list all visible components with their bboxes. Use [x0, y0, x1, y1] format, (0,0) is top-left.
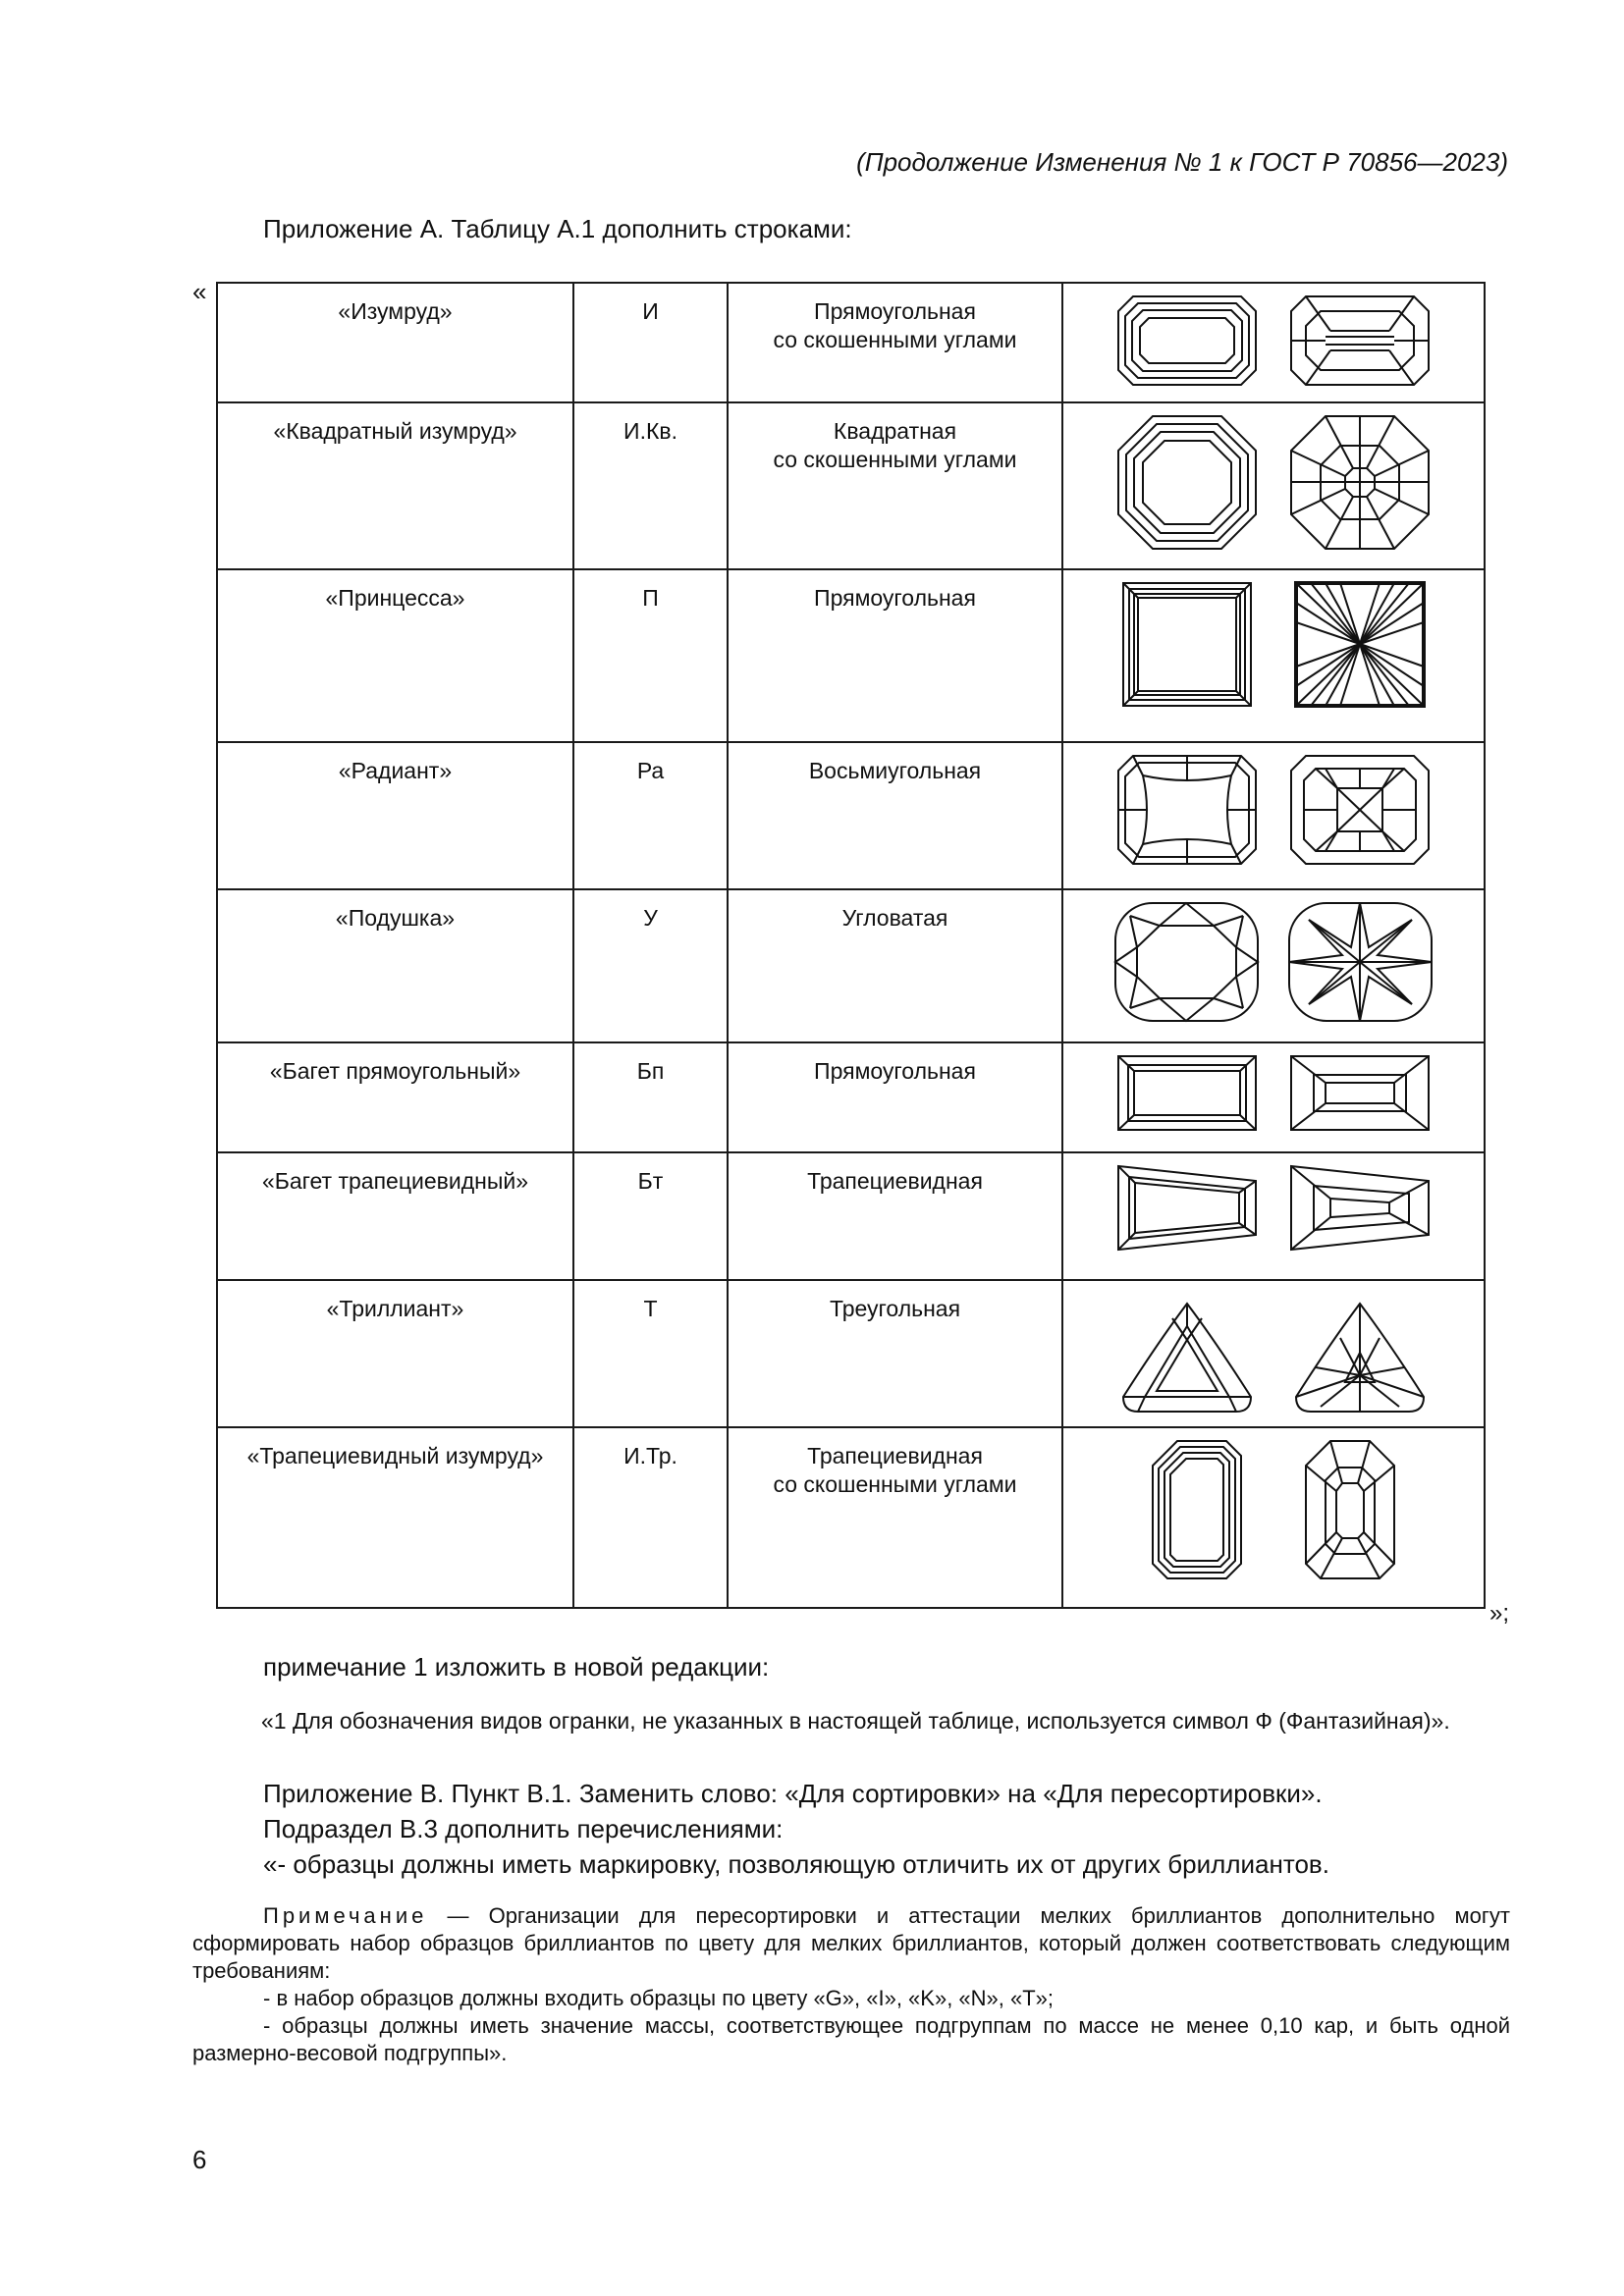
cut-images	[1062, 569, 1485, 742]
cut-code: Ра	[573, 742, 728, 889]
cut-shape	[728, 1152, 1062, 1280]
radiant-bottom-icon	[1286, 751, 1434, 869]
shape-line2: со скошенными углами	[773, 327, 1017, 352]
appendix-a-intro: Приложение А. Таблицу А.1 дополнить строками:	[263, 214, 852, 243]
cut-code: Бт	[573, 1152, 728, 1280]
emerald-top-icon	[1113, 292, 1261, 390]
quote-close: »;	[1489, 1600, 1510, 1627]
shape-line1: Трапециевидная	[807, 1168, 983, 1194]
cut-images	[1062, 889, 1485, 1042]
cut-shape	[728, 1427, 1062, 1608]
cut-images	[1062, 1152, 1485, 1280]
cut-images	[1062, 1042, 1485, 1152]
shape-line1: Треугольная	[829, 1296, 961, 1321]
trilliant-top-icon	[1113, 1299, 1261, 1416]
cut-name: «Квадратный изумруд»	[217, 402, 573, 569]
trilliant-bottom-icon	[1286, 1299, 1434, 1416]
note-label: Примечание	[263, 1903, 428, 1928]
bullet-text: «- образцы должны иметь маркировку, позволяющую отличить их от других бриллиантов.	[263, 1849, 1329, 1879]
cut-images	[1062, 402, 1485, 569]
cut-shape	[728, 1280, 1062, 1427]
table-row	[217, 889, 1485, 1042]
tapered-baguette-bottom-icon	[1286, 1161, 1434, 1255]
note-item-1: - в набор образцов должны входить образцы по цвету «G», «I», «K», «N», «T»;	[263, 1986, 1055, 2010]
cut-name: «Радиант»	[217, 742, 573, 889]
cushion-top-icon	[1110, 898, 1263, 1026]
cut-name: «Трапециевидный изумруд»	[217, 1427, 573, 1608]
table-row	[217, 742, 1485, 889]
cushion-bottom-icon	[1284, 898, 1436, 1026]
cut-images	[1062, 283, 1485, 402]
table-row	[217, 1152, 1485, 1280]
cut-shape	[728, 889, 1062, 1042]
cut-name: «Подушка»	[217, 889, 573, 1042]
baguette-top-icon	[1113, 1051, 1261, 1135]
radiant-top-icon	[1113, 751, 1261, 869]
trapezoid-emerald-bottom-icon	[1301, 1436, 1399, 1583]
table-row	[217, 402, 1485, 569]
shape-line1: Трапециевидная	[807, 1443, 983, 1468]
cut-images	[1062, 1280, 1485, 1427]
cut-code: П	[573, 569, 728, 742]
table-row	[217, 569, 1485, 742]
cut-types-table	[216, 282, 1486, 1609]
tapered-baguette-top-icon	[1113, 1161, 1261, 1255]
shape-line1: Прямоугольная	[814, 585, 976, 611]
cut-name: «Багет трапециевидный»	[217, 1152, 573, 1280]
princess-bottom-icon	[1291, 578, 1429, 711]
baguette-bottom-icon	[1286, 1051, 1434, 1135]
shape-line1: Восьмиугольная	[808, 758, 982, 783]
shape-line1: Угловатая	[841, 905, 948, 931]
shape-line2: со скошенными углами	[773, 447, 1017, 472]
page-number: 6	[192, 2145, 207, 2174]
quote-open: «	[192, 277, 207, 306]
cut-code: И.Тр.	[573, 1427, 728, 1608]
running-header: (Продолжение Изменения № 1 к ГОСТ Р 70856—2023)	[856, 147, 1508, 177]
cut-code: Т	[573, 1280, 728, 1427]
subsection-text: Подраздел В.3 дополнить перечислениями:	[263, 1814, 784, 1843]
shape-line1: Квадратная	[833, 418, 957, 444]
cut-shape	[728, 402, 1062, 569]
cut-shape	[728, 742, 1062, 889]
trapezoid-emerald-top-icon	[1148, 1436, 1246, 1583]
note1-text: «1 Для обозначения видов огранки, не указанных в настоящей таблице, используется символ Ф (Фантазийная)».	[261, 1708, 1450, 1734]
shape-line1: Прямоугольная	[814, 298, 976, 324]
cut-code: У	[573, 889, 728, 1042]
cut-name: «Триллиант»	[217, 1280, 573, 1427]
note-text: — Организации для пересортировки и аттестации мелких бриллиантов дополнительно могут сформировать набор образцов бриллиантов по цвету для мелких бриллиантов, который должен соответствовать следующим требованиям:	[192, 1903, 1510, 1983]
square-emerald-bottom-icon	[1286, 411, 1434, 554]
cut-code: И.Кв.	[573, 402, 728, 569]
cut-shape	[728, 1042, 1062, 1152]
princess-top-icon	[1118, 578, 1256, 711]
cut-code: Бп	[573, 1042, 728, 1152]
cut-shape	[728, 569, 1062, 742]
note-block	[192, 1902, 1510, 2067]
cut-images	[1062, 1427, 1485, 1608]
table-row	[217, 283, 1485, 402]
cut-name: «Багет прямоугольный»	[217, 1042, 573, 1152]
cut-shape	[728, 283, 1062, 402]
shape-line2: со скошенными углами	[773, 1471, 1017, 1497]
cut-name: «Изумруд»	[217, 283, 573, 402]
cut-images	[1062, 742, 1485, 889]
shape-line1: Прямоугольная	[814, 1058, 976, 1084]
note-item-2: - образцы должны иметь значение массы, соответствующее подгруппам по массе не менее 0,10 кар, и быть одной размерно-весовой подгруппы».	[192, 2013, 1510, 2065]
table-row	[217, 1042, 1485, 1152]
table-row	[217, 1427, 1485, 1608]
note1-intro: примечание 1 изложить в новой редакции:	[263, 1652, 770, 1682]
table-row	[217, 1280, 1485, 1427]
cut-code: И	[573, 283, 728, 402]
appendix-b-text: Приложение В. Пункт В.1. Заменить слово: «Для сортировки» на «Для пересортировки».	[263, 1779, 1323, 1808]
cut-name: «Принцесса»	[217, 569, 573, 742]
square-emerald-top-icon	[1113, 411, 1261, 554]
emerald-bottom-icon	[1286, 292, 1434, 390]
